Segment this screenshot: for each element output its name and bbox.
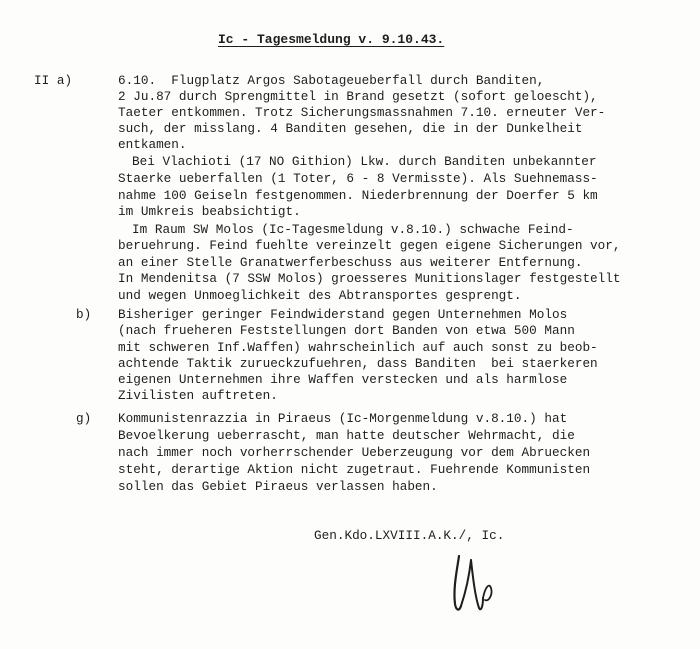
paragraph-line: nach immer noch vorherrschender Ueberzeugung vor dem Abruecken (118, 445, 591, 460)
section-marker-b: b) (76, 307, 92, 322)
paragraph-line: eigenen Unternehmen ihre Waffen verstecken und als harmlose (118, 372, 568, 387)
paragraph-line: Staerke ueberfallen (1 Toter, 6 - 8 Vermisste). Als Suehnemass- (118, 171, 598, 186)
paragraph-line: Bei Vlachioti (17 NO Githion) Lkw. durch Banditen unbekannter (132, 154, 597, 169)
paragraph-line: an einer Stelle Granatwerferbeschuss aus weiterer Entfernung. (118, 255, 583, 270)
paragraph-line: Bisheriger geringer Feindwiderstand gegen Unternehmen Molos (118, 307, 568, 322)
paragraph-line: achtende Taktik zurueckzufuehren, dass Banditen bei staerkeren (118, 356, 598, 371)
paragraph-line: Zivilisten auftreten. (118, 388, 278, 403)
section-marker-II-a: II a) (34, 73, 73, 88)
paragraph-line: such, der misslang. 4 Banditen gesehen, die in der Dunkelheit (118, 121, 583, 136)
sign-off-line: Gen.Kdo.LXVIII.A.K./, Ic. (314, 528, 505, 543)
paragraph-line: und wegen Unmoeglichkeit des Abtransportes gesprengt. (118, 288, 522, 303)
paragraph-line: Taeter entkommen. Trotz Sicherungsmassnahmen 7.10. erneuter Ver- (118, 105, 606, 120)
paragraph-line: Im Raum SW Molos (Ic-Tagesmeldung v.8.10.) schwache Feind- (132, 222, 574, 237)
document-title: Ic - Tagesmeldung v. 9.10.43. (218, 32, 445, 47)
paragraph-line: 6.10. Flugplatz Argos Sabotageueberfall durch Banditen, (118, 73, 545, 88)
paragraph-line: steht, derartige Aktion nicht zugetraut. Fuehrende Kommunisten (118, 462, 591, 477)
paragraph-line: 2 Ju.87 durch Sprengmittel in Brand gesetzt (sofort geloescht), (118, 89, 598, 104)
handwritten-signature-icon (445, 548, 505, 618)
paragraph-line: (nach frueheren Feststellungen dort Banden von etwa 500 Mann (118, 323, 575, 338)
paragraph-line: entkamen. (118, 137, 187, 152)
paragraph-line: sollen das Gebiet Piraeus verlassen haben. (118, 479, 438, 494)
paragraph-line: Bevoelkerung ueberrascht, man hatte deutscher Wehrmacht, die (118, 428, 575, 443)
paragraph-line: nahme 100 Geiseln festgenommen. Niederbrennung der Doerfer 5 km (118, 188, 598, 203)
section-marker-g: g) (76, 411, 92, 426)
paragraph-line: In Mendenitsa (7 SSW Molos) groesseres Munitionslager festgestellt (118, 271, 621, 286)
paragraph-line: mit schweren Inf.Waffen) wahrscheinlich auf auch sonst zu beob- (118, 340, 598, 355)
paragraph-line: Kommunistenrazzia in Piraeus (Ic-Morgenmeldung v.8.10.) hat (118, 411, 568, 426)
paragraph-line: beruehrung. Feind fuehlte vereinzelt gegen eigene Sicherungen vor, (118, 238, 621, 253)
paragraph-line: im Umkreis beabsichtigt. (118, 204, 301, 219)
